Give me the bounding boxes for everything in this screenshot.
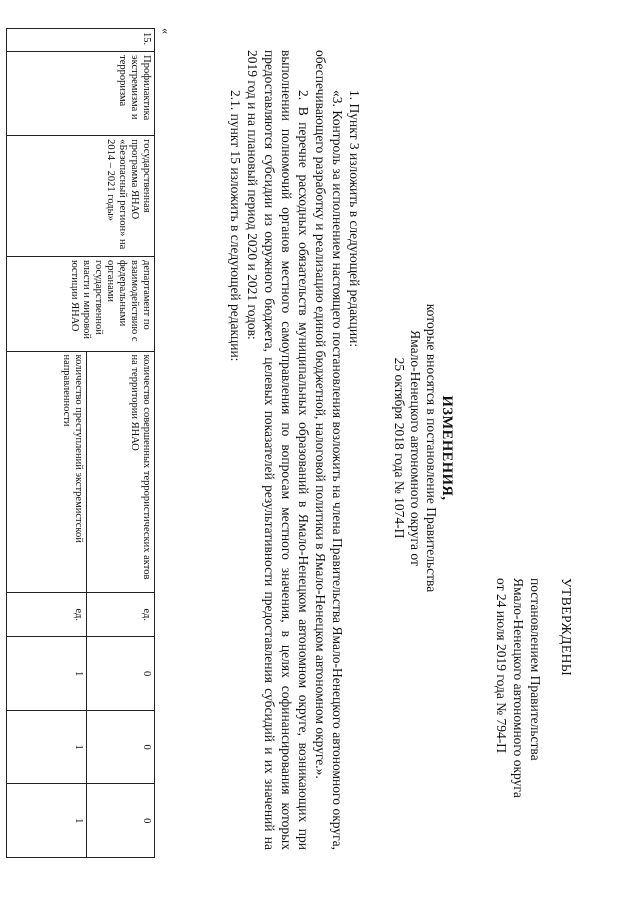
paragraph: 2.1. пункт 15 изложить в следующей редакции: <box>228 90 243 362</box>
approval-stamp <box>493 578 575 858</box>
paragraph: 2. В перечне расходных обязательств муниципальных образований в Ямало-Ненецком автономном округе, возникающих при выполнении полномочий органов местного самоуправления по вопросам местного значения, в целях софинансирования которых предоставляются субсидии из окружного бюджета, целевых показателей результативности предоставления субсидий и их значений на 2019 год и на плановый период 2020 и 2021 годов: <box>245 50 311 850</box>
cell-program: государственная программа ЯНАО «Безопасный регион» на 2014 – 2021 годы» <box>7 136 155 257</box>
paragraph: «3. Контроль за исполнением настоящего постановления возложить на члена Правительства Ямало-Ненецкого автономного округа, обеспечивающего разработку и реализацию единой бюджетной, налоговой политики в Ямало-Ненецком автономном округе.». <box>313 50 345 850</box>
cell-department: департамент по взаимодействию с федеральными органами государственной власти и мировой юстиции ЯНАО <box>7 256 155 351</box>
cell-unit: ед. <box>7 593 87 637</box>
cell-value-2021: 1 <box>7 784 87 858</box>
cell-value-2021: 0 <box>87 784 155 858</box>
cell-indicator: количество совершенных террористических актов на территории ЯНАО <box>87 351 155 593</box>
cell-value-2020: 1 <box>7 710 87 784</box>
document-body <box>227 50 363 850</box>
heading-title: ИЗМЕНЕНИЯ, <box>439 395 455 501</box>
cell-value-2019: 0 <box>87 637 155 711</box>
cell-indicator: количество преступлений экстремистской направленности <box>7 351 87 593</box>
cell-name: Профилактика экстремизма и терроризма <box>7 52 155 136</box>
approval-line: от 24 июля 2019 года № 794-П <box>494 578 509 753</box>
approval-line: постановлением Правительства <box>528 578 543 761</box>
cell-value-2020: 0 <box>87 710 155 784</box>
document-heading <box>391 38 455 858</box>
approval-line: Ямало-Ненецкого автономного округа <box>511 578 526 798</box>
approval-title: УТВЕРЖДЕНЫ <box>559 578 574 677</box>
table-wrapper <box>6 28 155 858</box>
cell-value-2019: 1 <box>7 637 87 711</box>
heading-line: Ямало-Ненецкого автономного округа от <box>408 330 423 566</box>
amendment-table <box>6 28 155 858</box>
cell-num: 15. <box>7 29 155 52</box>
table-row <box>87 29 155 858</box>
heading-line: которые вносятся в постановление Правительства <box>424 303 439 593</box>
rotated-content <box>25 28 575 868</box>
quote-mark: « <box>159 28 173 34</box>
heading-line: 25 октября 2018 года № 1074-П <box>392 357 407 539</box>
paragraph: 1. Пункт 3 изложить в следующей редакции: <box>347 90 362 348</box>
cell-unit: ед. <box>87 593 155 637</box>
